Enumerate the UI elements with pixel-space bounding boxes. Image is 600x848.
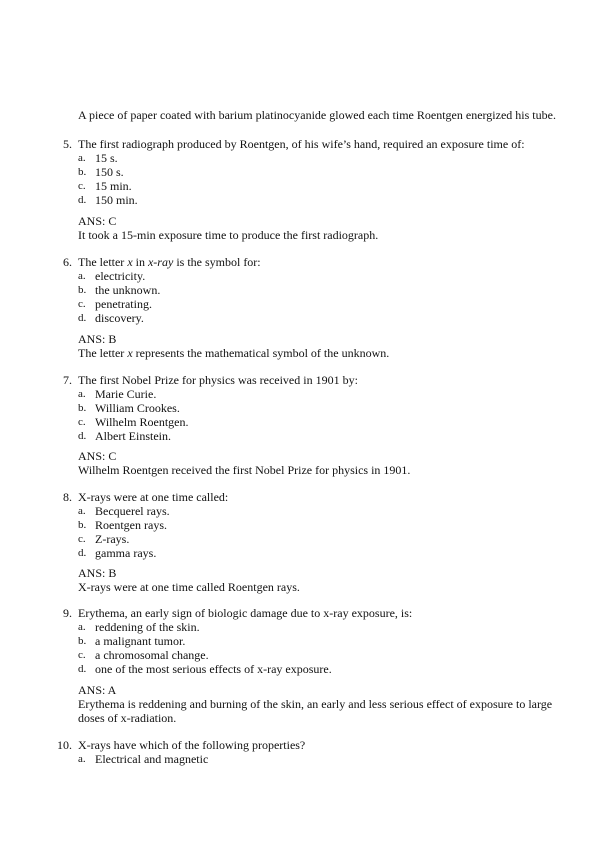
answer-block-9 <box>78 683 558 725</box>
option-d: d. Albert Einstein. <box>78 429 171 443</box>
option-list <box>78 752 558 766</box>
question-text: Erythema, an early sign of biologic damage due to x-ray exposure, is: <box>78 606 413 620</box>
answer-key: ANS: C <box>78 214 117 228</box>
option-a: a. Marie Curie. <box>78 387 157 401</box>
answer-block-7 <box>78 449 558 477</box>
answer-key: ANS: B <box>78 566 117 580</box>
answer-explanation: X-rays were at one time called Roentgen rays. <box>78 580 300 594</box>
question-number: 9. <box>63 606 72 620</box>
answer-explanation-line-1: Erythema is reddening and burning of the skin, an early and less serious effect of exposure to large <box>78 697 553 711</box>
answer-key: ANS: C <box>78 449 117 463</box>
option-d: d. gamma rays. <box>78 546 157 560</box>
question-text: The letter x in x-ray is the symbol for: <box>78 255 261 269</box>
option-c: c. a chromosomal change. <box>78 648 209 662</box>
option-a: a. reddening of the skin. <box>78 620 200 634</box>
option-list <box>78 269 558 325</box>
option-c: c. 15 min. <box>78 179 132 193</box>
option-b: b. 150 s. <box>78 165 124 179</box>
question-number: 10. <box>57 738 72 752</box>
option-a: a. electricity. <box>78 269 146 283</box>
option-c: c. Wilhelm Roentgen. <box>78 415 189 429</box>
answer-explanation: Wilhelm Roentgen received the first Nobel Prize for physics in 1901. <box>78 463 411 477</box>
option-b: b. the unknown. <box>78 283 161 297</box>
answer-block-8 <box>78 566 558 594</box>
answer-block-6 <box>78 332 558 360</box>
question-number: 7. <box>63 373 72 387</box>
option-c: c. penetrating. <box>78 297 152 311</box>
answer-explanation: The letter x represents the mathematical symbol of the unknown. <box>78 346 390 360</box>
question-text: The first radiograph produced by Roentgen, of his wife’s hand, required an exposure time of: <box>78 137 525 151</box>
previous-explanation: A piece of paper coated with barium platinocyanide glowed each time Roentgen energized his tube. <box>78 108 556 122</box>
question-text: X-rays have which of the following properties? <box>78 738 306 752</box>
option-c: c. Z-rays. <box>78 532 130 546</box>
question-number: 8. <box>63 490 72 504</box>
answer-explanation-line-2: doses of x-radiation. <box>78 711 177 725</box>
option-list <box>78 504 558 560</box>
question-text: X-rays were at one time called: <box>78 490 229 504</box>
option-list <box>78 151 558 207</box>
answer-explanation: It took a 15-min exposure time to produce the first radiograph. <box>78 228 379 242</box>
answer-key: ANS: A <box>78 683 117 697</box>
answer-key: ANS: B <box>78 332 117 346</box>
option-a: a. Becquerel rays. <box>78 504 170 518</box>
option-d: d. 150 min. <box>78 193 138 207</box>
option-d: d. one of the most serious effects of x-ray exposure. <box>78 662 332 676</box>
question-number: 6. <box>63 255 72 269</box>
answer-block-5 <box>78 214 558 242</box>
question-text: The first Nobel Prize for physics was received in 1901 by: <box>78 373 358 387</box>
option-b: b. William Crookes. <box>78 401 180 415</box>
option-list <box>78 387 558 443</box>
option-list <box>78 620 558 676</box>
option-a: a. 15 s. <box>78 151 118 165</box>
option-d: d. discovery. <box>78 311 144 325</box>
option-a: a. Electrical and magnetic <box>78 752 209 766</box>
question-number: 5. <box>63 137 72 151</box>
option-b: b. Roentgen rays. <box>78 518 167 532</box>
option-b: b. a malignant tumor. <box>78 634 186 648</box>
